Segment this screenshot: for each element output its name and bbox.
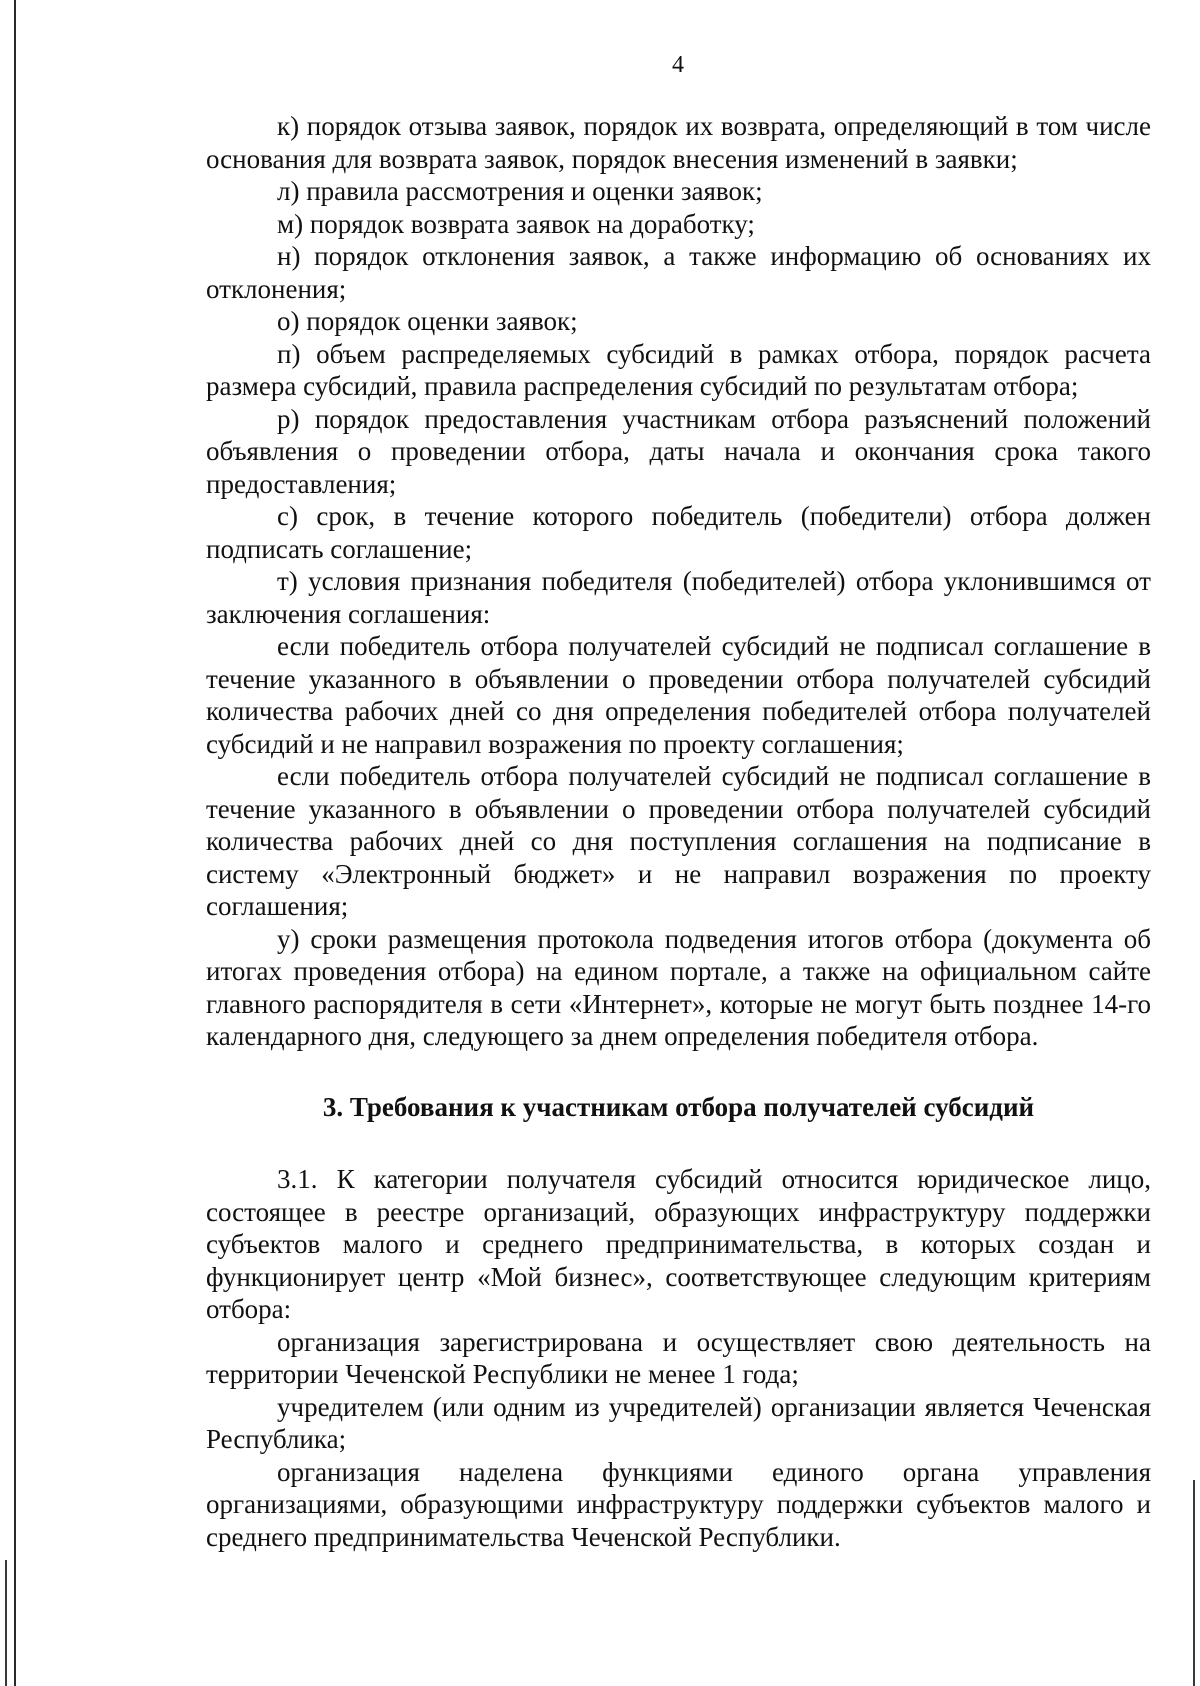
paragraph-k: к) порядок отзыва заявок, порядок их возврата, определяющий в том числе основания для возврата заявок, порядок внесения изменений в заявки;: [206, 111, 1151, 174]
criterion-founder: учредителем (или одним из учредителей) организации является Чеченская Республика;: [206, 1391, 1151, 1454]
paragraph-l: л) правила рассмотрения и оценки заявок;: [277, 176, 763, 206]
page-number: 4: [672, 52, 684, 78]
paragraph-r: р) порядок предоставления участникам отбора разъяснений положений объявления о проведении отбора, даты начала и окончания срока такого предоставления;: [206, 403, 1151, 499]
paragraph-n: н) порядок отклонения заявок, а также информацию об основаниях их отклонения;: [206, 241, 1151, 304]
scan-edge-left-lower: [5, 1560, 7, 1686]
document-body: [206, 110, 1151, 1553]
paragraph-p: п) объем распределяемых субсидий в рамках отбора, порядок расчета размера субсидий, правила распределения субсидий по результатам отбора;: [206, 338, 1151, 401]
paragraph-3-1: 3.1. К категории получателя субсидий относится юридическое лицо, состоящее в реестре организаций, образующих инфраструктуру поддержки субъектов малого и среднего предпринимательства, в которых создан и функционирует центр «Мой бизнес», соответствующее следующим критериям отбора:: [206, 1164, 1151, 1324]
criterion-registration: организация зарегистрирована и осуществляет свою деятельность на территории Чеченской Республики не менее 1 года;: [206, 1326, 1151, 1389]
scan-edge-right: [1193, 1480, 1195, 1686]
paragraph-m: м) порядок возврата заявок на доработку;: [277, 208, 755, 239]
section-heading: 3. Требования к участникам отбора получателей субсидий: [322, 1091, 1035, 1122]
paragraph-u: у) сроки размещения протокола подведения итогов отбора (документа об итогах проведения отбора) на едином портале, а также на официальном сайте главного распорядителя в сети «Интернет», которые не могут быть позднее 14-го календарного дня, следующего за днем определения победителя отбора.: [206, 923, 1151, 1051]
criterion-management: организация наделена функциями единого органа управления организациями, образующими инфраструктуру поддержки субъектов малого и среднего предпринимательства Чеченской Республики.: [206, 1456, 1151, 1552]
paragraph-t: т) условия признания победителя (победителей) отбора уклонившимся от заключения соглашения:: [206, 566, 1151, 629]
paragraph-t-condition-1: если победитель отбора получателей субсидий не подписал соглашение в течение указанного в объявлении о проведении отбора получателей субсидий количества рабочих дней со дня определения победителей отбора получателей субсидий и не направил возражения по проекту соглашения;: [206, 631, 1151, 759]
paragraph-t-condition-2: если победитель отбора получателей субсидий не подписал соглашение в течение указанного в объявлении о проведении отбора получателей субсидий количества рабочих дней со дня поступления соглашения на подписание в систему «Электронный бюджет» и не направил возражения по проекту соглашения;: [206, 761, 1151, 921]
paragraph-s: с) срок, в течение которого победитель (победители) отбора должен подписать соглашение;: [206, 501, 1151, 564]
paragraph-o: о) порядок оценки заявок;: [277, 306, 578, 336]
scan-edge-left: [14, 0, 16, 1686]
